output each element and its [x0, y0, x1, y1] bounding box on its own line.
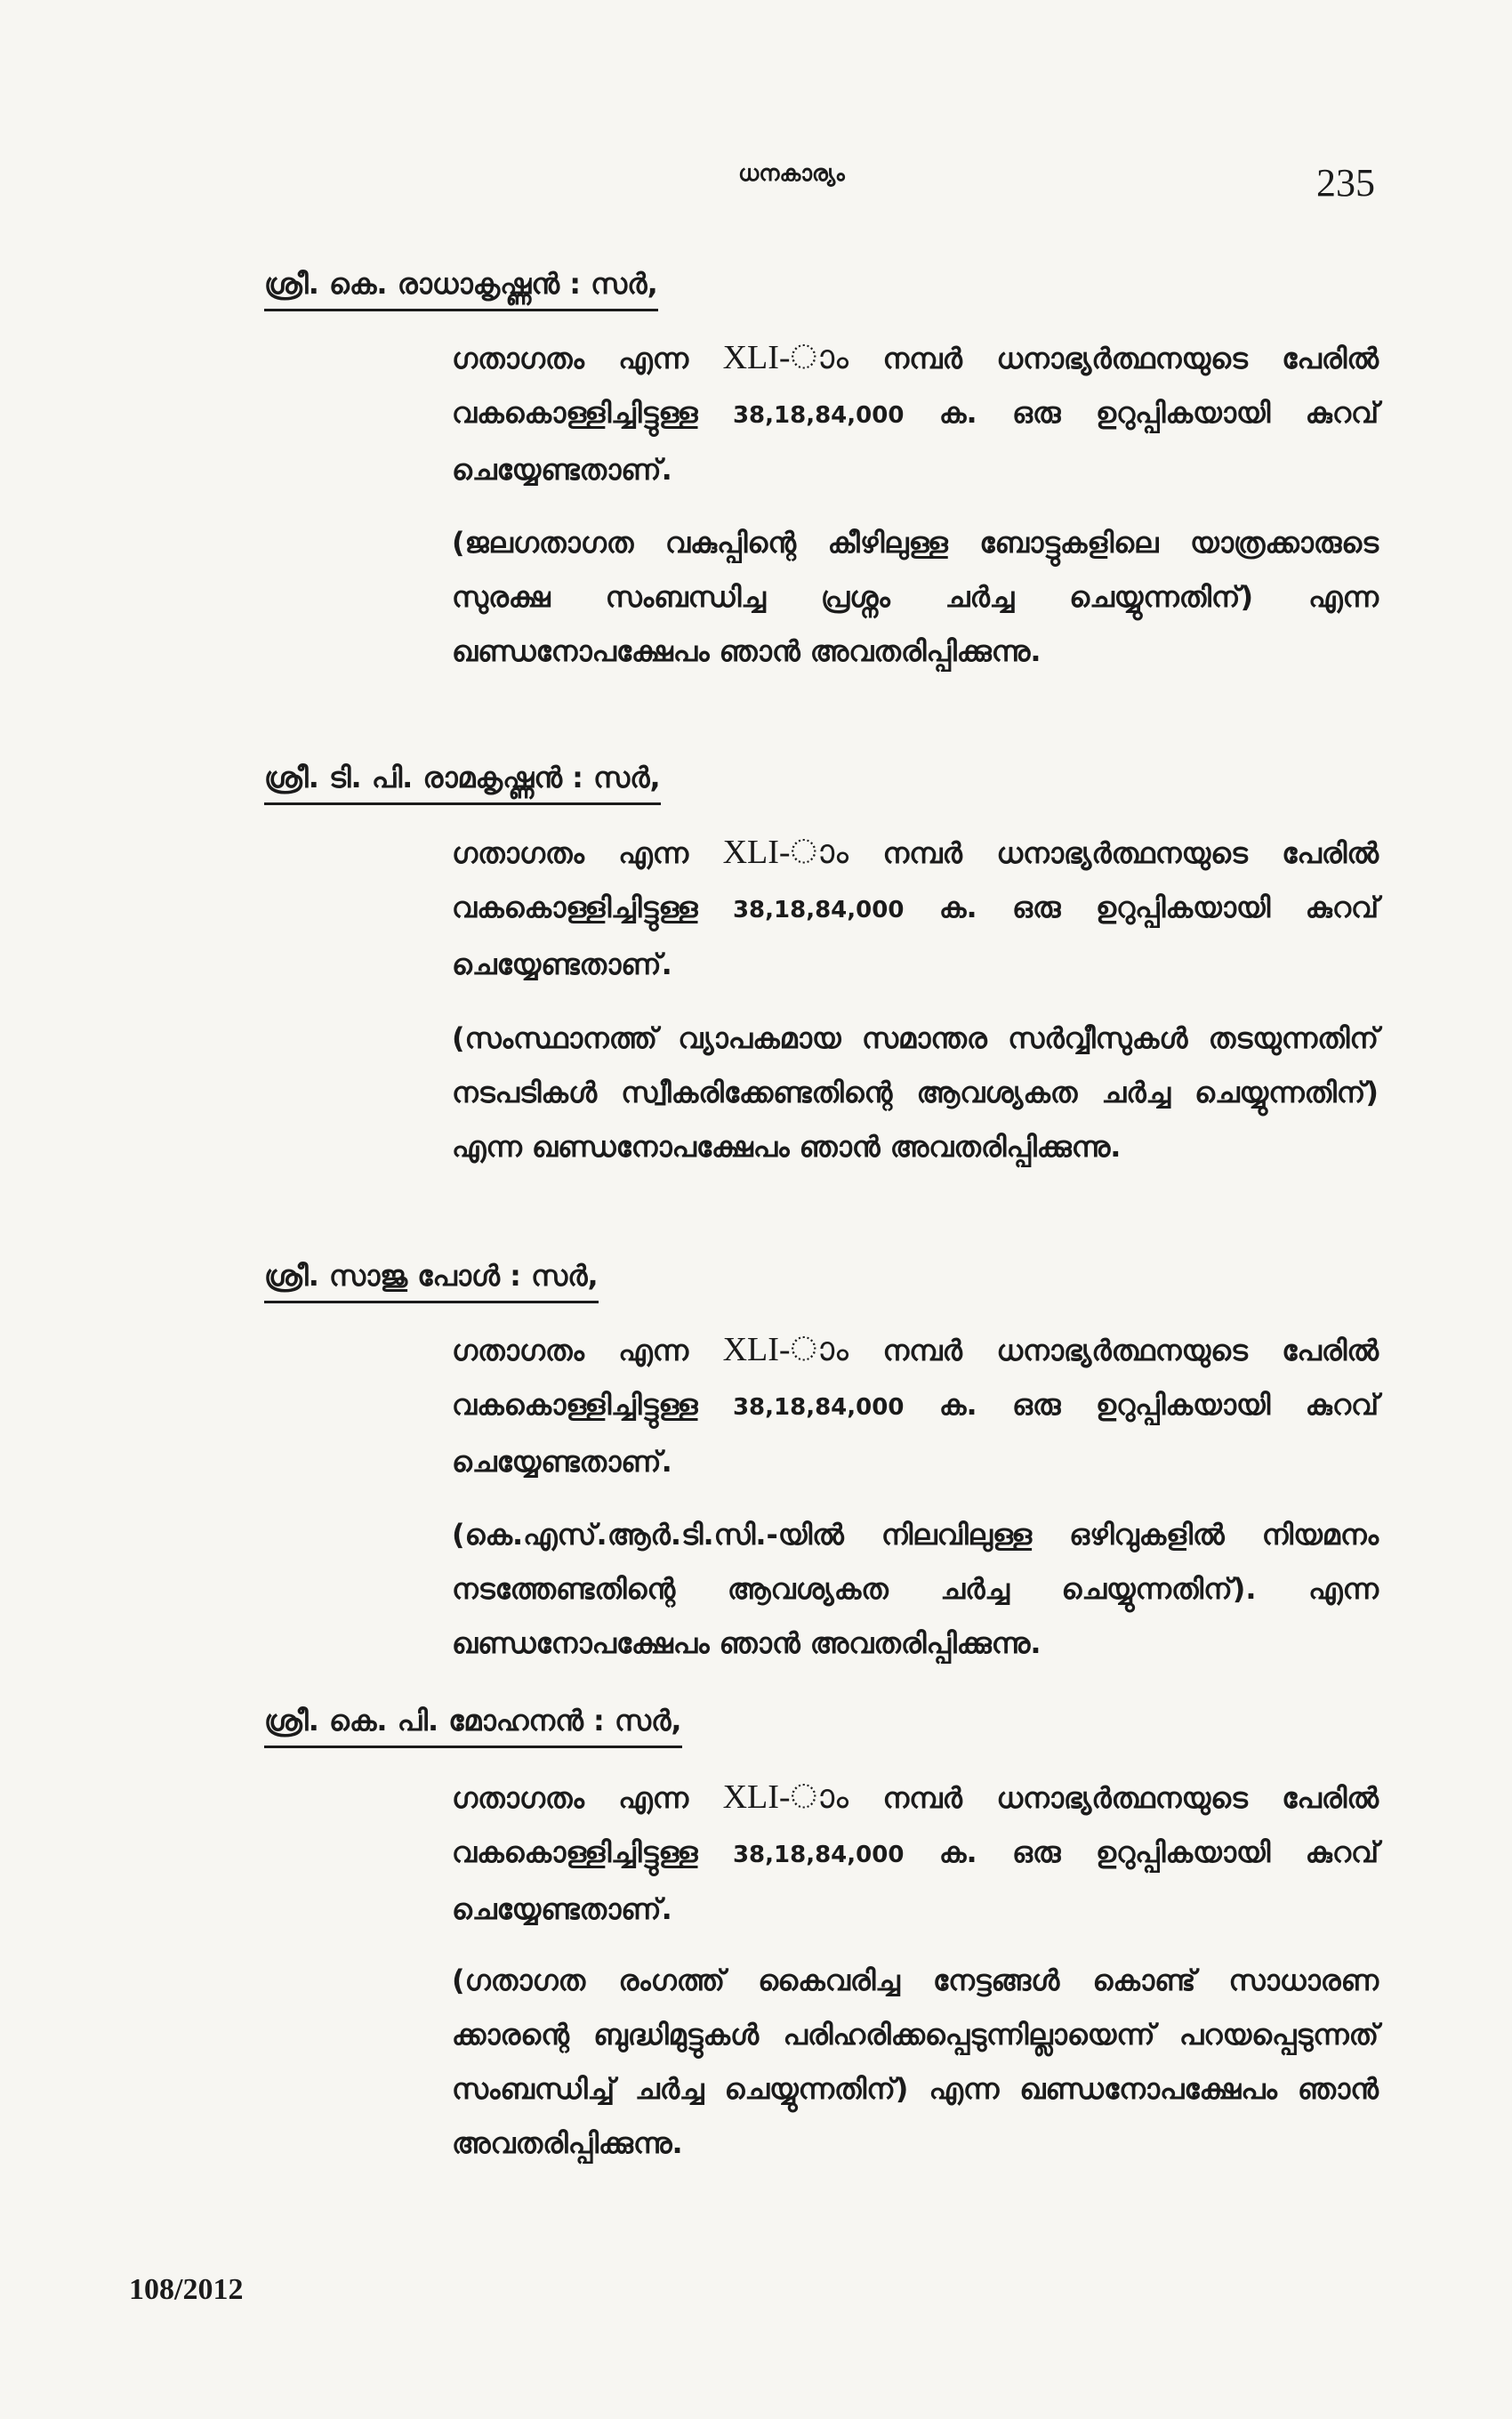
page-header-title: ധനകാര്യം [738, 160, 845, 186]
demand-amount: 38,18,84,000 [732, 1394, 905, 1421]
demand-paragraph [452, 826, 1379, 992]
speaker-name: ശ്രീ. കെ. പി. മോഹനൻ : സർ, [264, 1704, 682, 1748]
demand-middle: നമ്പർ ധനാഭ്യർത്ഥനയുടെ പേരിൽ വകകൊള്ളിച്ചിട്ടുള്ള [452, 342, 1379, 430]
demand-amount: 38,18,84,000 [732, 402, 905, 429]
cut-motion-text: (കെ.എസ്.ആർ.ടി.സി.-യിൽ നിലവിലുള്ള ഒഴിവുകളിൽ നിയമനം നടത്തേണ്ടതിന്റെ ആവശ്യകത ചർച്ച ചെയ്യുന്നതിന്). എന്ന ഖണ്ഡനോപക്ഷേപം ഞാൻ അവതരിപ്പിക്കുന്നു. [452, 1518, 1379, 1660]
demand-number: XLI-ാം [722, 1331, 849, 1368]
demand-prefix: ഗതാഗതം എന്ന [452, 1781, 723, 1815]
demand-paragraph [452, 1770, 1379, 1937]
demand-suffix: ക. ഒരു ഉറുപ്പികയായി കുറവ് ചെയ്യേണ്ടതാണ്. [452, 891, 1379, 981]
demand-suffix: ക. ഒരു ഉറുപ്പികയായി കുറവ് ചെയ്യേണ്ടതാണ്. [452, 396, 1379, 487]
demand-number: XLI-ാം [722, 834, 849, 871]
demand-suffix: ക. ഒരു ഉറുപ്പികയായി കുറവ് ചെയ്യേണ്ടതാണ്. [452, 1835, 1379, 1926]
demand-paragraph [452, 331, 1379, 497]
demand-paragraph [452, 1323, 1379, 1489]
speaker-name: ശ്രീ. ടി. പി. രാമകൃഷ്ണൻ : സർ, [264, 761, 661, 805]
footer-code: 108/2012 [129, 2273, 244, 2306]
demand-middle: നമ്പർ ധനാഭ്യർത്ഥനയുടെ പേരിൽ വകകൊള്ളിച്ചിട്ടുള്ള [452, 1781, 1379, 1869]
cut-motion-text: (സംസ്ഥാനത്ത് വ്യാപകമായ സമാന്തര സർവ്വീസുകൾ തടയുന്നതിന് നടപടികൾ സ്വീകരിക്കേണ്ടതിന്റെ ആവശ്യകത ചർച്ച ചെയ്യുന്നതിന്) എന്ന ഖണ്ഡനോപക്ഷേപം ഞാൻ അവതരിപ്പിക്കുന്നു. [452, 1021, 1379, 1164]
demand-number: XLI-ാം [722, 1778, 849, 1816]
demand-number: XLI-ാം [722, 339, 849, 376]
demand-middle: നമ്പർ ധനാഭ്യർത്ഥനയുടെ പേരിൽ വകകൊള്ളിച്ചിട്ടുള്ള [452, 1334, 1379, 1422]
demand-prefix: ഗതാഗതം എന്ന [452, 836, 723, 870]
speaker-name: ശ്രീ. കെ. രാധാകൃഷ്ണൻ : സർ, [264, 267, 658, 311]
speaker-name: ശ്രീ. സാജു പോൾ : സർ, [264, 1259, 599, 1303]
page-number: 235 [1316, 161, 1375, 205]
demand-amount: 38,18,84,000 [732, 1842, 905, 1868]
demand-prefix: ഗതാഗതം എന്ന [452, 342, 723, 375]
demand-amount: 38,18,84,000 [732, 897, 905, 923]
cut-motion-text: (ഗതാഗത രംഗത്ത് കൈവരിച്ച നേട്ടങ്ങൾ കൊണ്ട് സാധാരണ ക്കാരന്റെ ബുദ്ധിമുട്ടുകൾ പരിഹരിക്കപ്പെടുന്നില്ലായെന്ന് പറയപ്പെടുന്നത് സംബന്ധിച്ച് ചർച്ച ചെയ്യുന്നതിന്) എന്ന ഖണ്ഡനോപക്ഷേപം ഞാൻ അവതരിപ്പിക്കുന്നു. [452, 1963, 1379, 2160]
demand-prefix: ഗതാഗതം എന്ന [452, 1334, 723, 1367]
demand-suffix: ക. ഒരു ഉറുപ്പികയായി കുറവ് ചെയ്യേണ്ടതാണ്. [452, 1388, 1379, 1479]
demand-middle: നമ്പർ ധനാഭ്യർത്ഥനയുടെ പേരിൽ വകകൊള്ളിച്ചിട്ടുള്ള [452, 836, 1379, 924]
cut-motion-text: (ജലഗതാഗത വകുപ്പിന്റെ കീഴിലുള്ള ബോട്ടുകളിലെ യാത്രക്കാരുടെ സുരക്ഷ സംബന്ധിച്ച പ്രശ്നം ചർച്ച ചെയ്യുന്നതിന്) എന്ന ഖണ്ഡനോപക്ഷേപം ഞാൻ അവതരിപ്പിക്കുന്നു. [452, 526, 1379, 668]
